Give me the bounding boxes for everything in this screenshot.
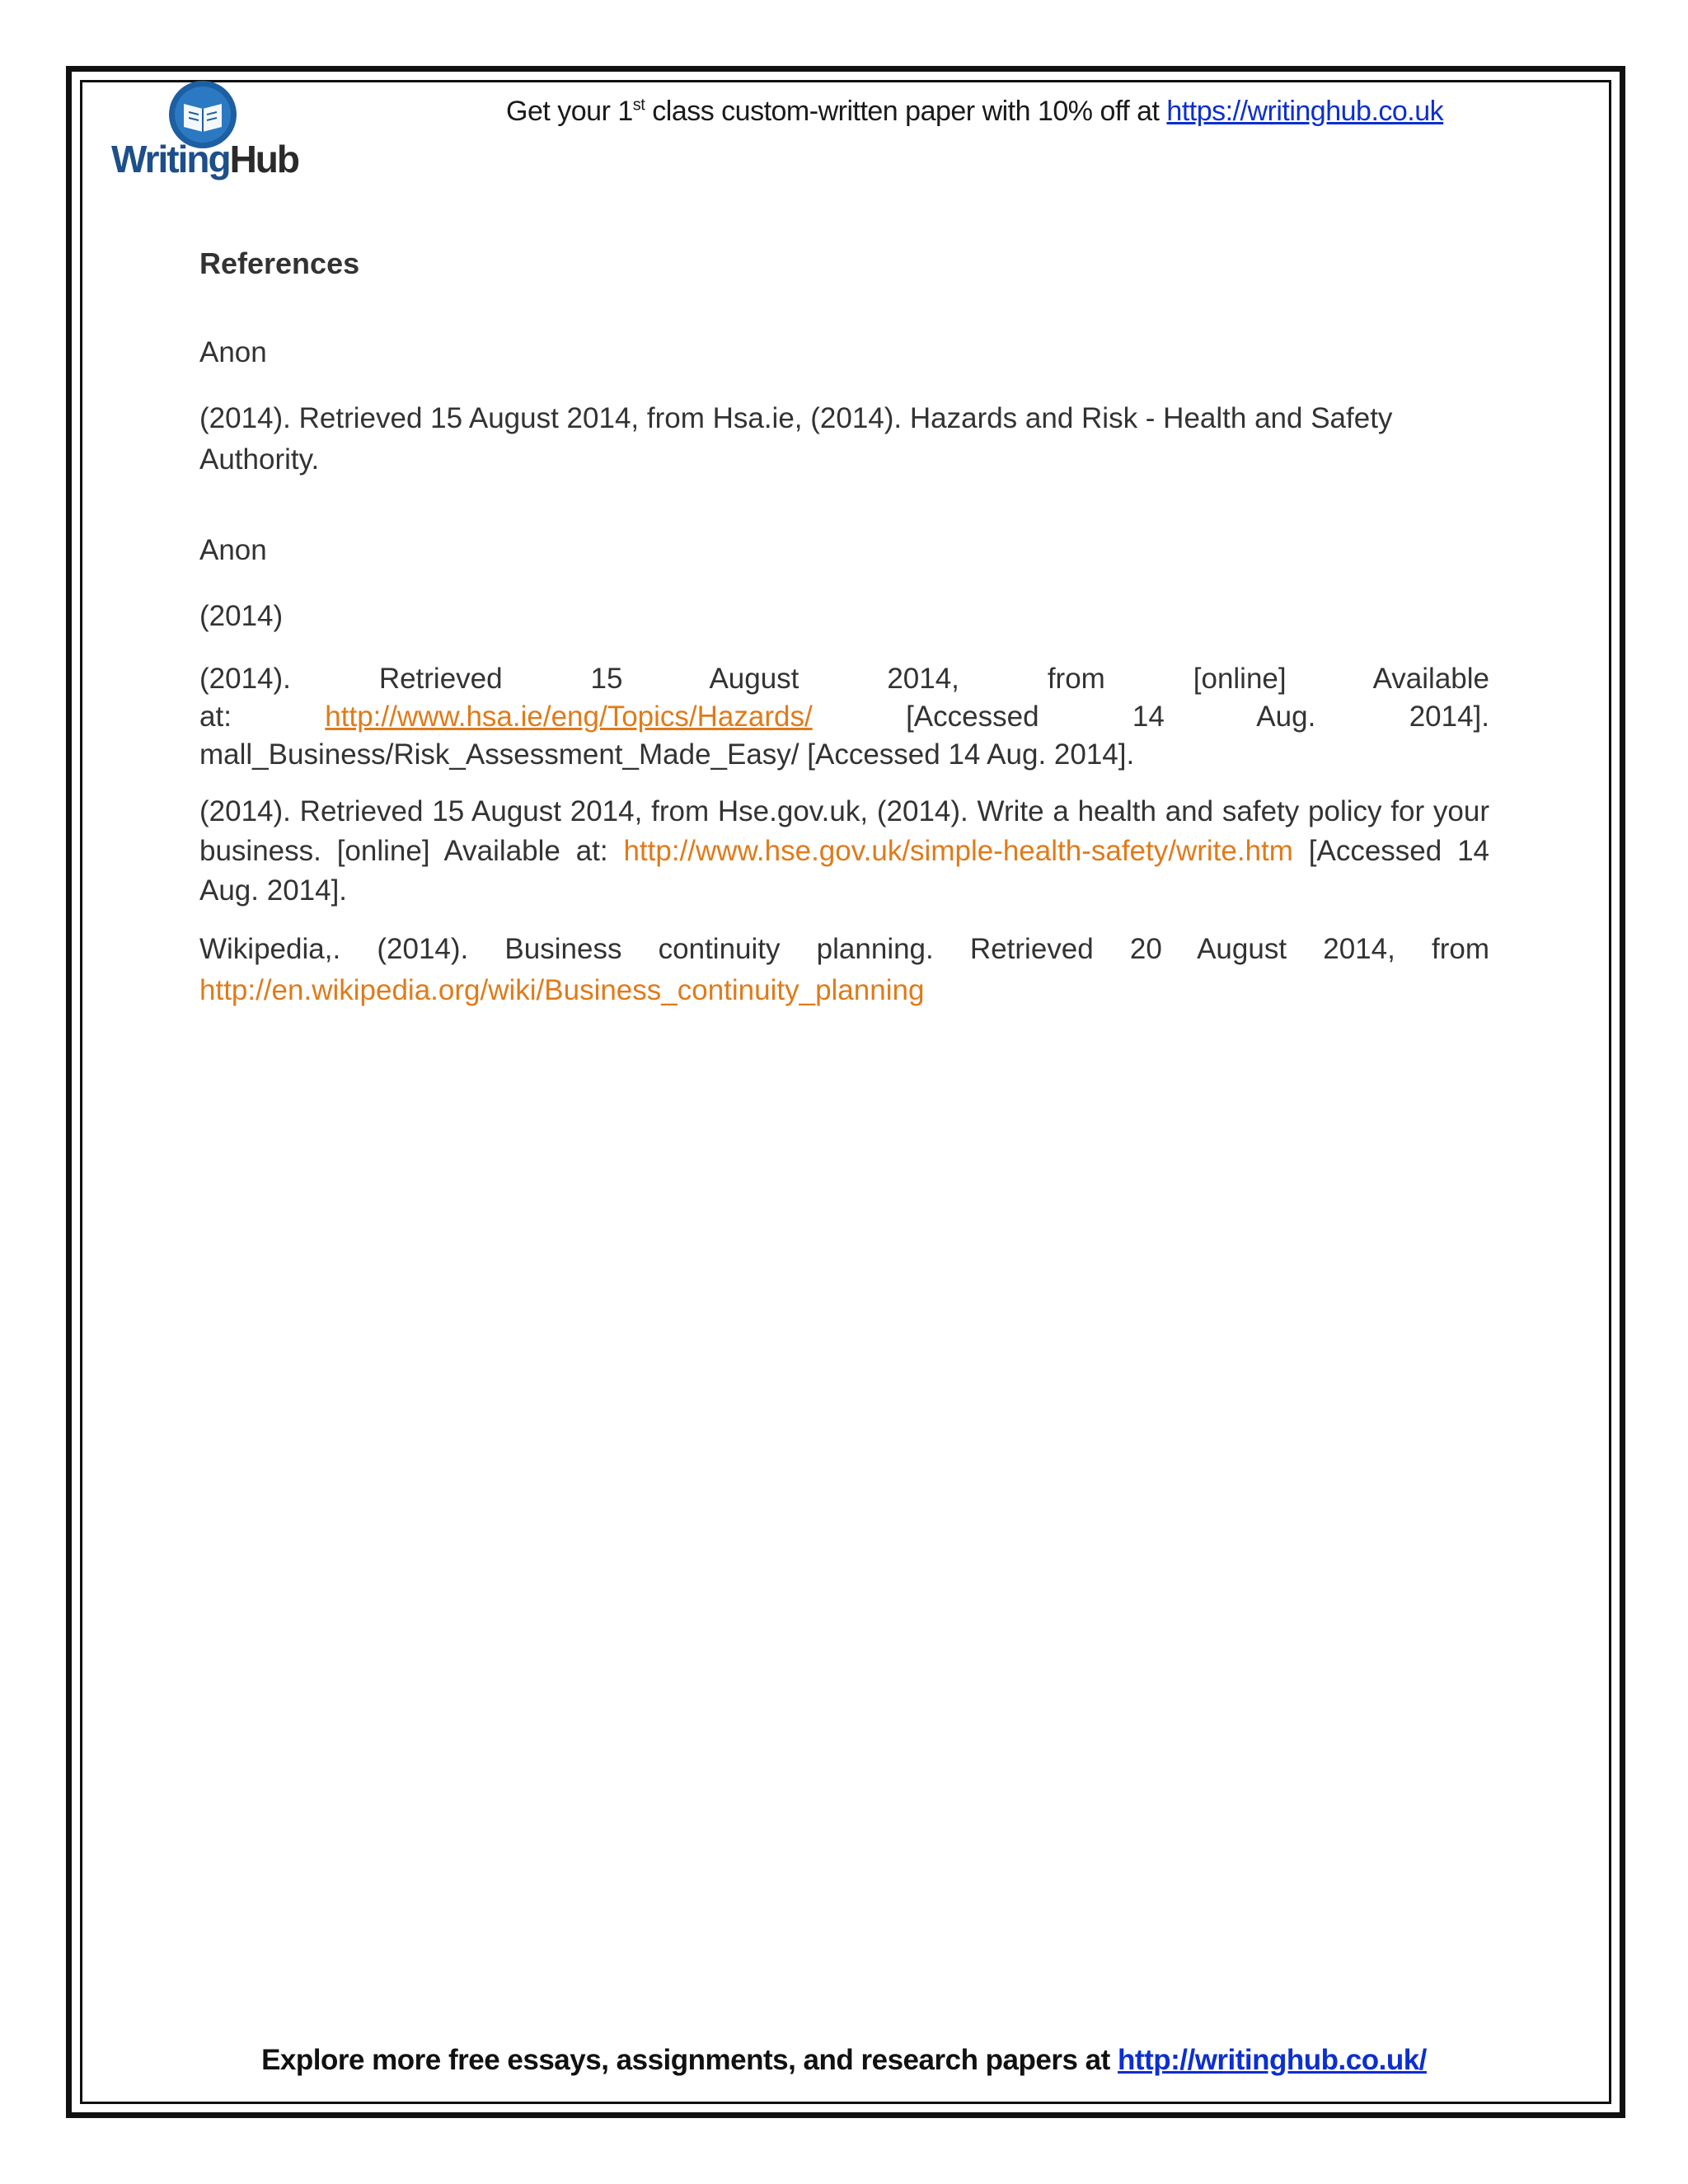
reference-link[interactable]: http://www.hsa.ie/eng/Topics/Hazards/ (325, 701, 813, 733)
reference-suffix: [Accessed 14 Aug. 2014]. (812, 701, 1489, 733)
logo-wordmark (111, 137, 298, 181)
reference-entry (199, 660, 1489, 774)
footer-text: Explore more free essays, assignments, and research papers at (261, 2044, 1118, 2076)
reference-text: (2014). Retrieved 15 August 2014, from Hse.gov.uk, (2014). Write a health and safety policy for your business. [online] Available at: (199, 795, 1489, 867)
footer-link[interactable]: http://writinghub.co.uk/ (1118, 2044, 1427, 2076)
footer-promo (0, 2044, 1688, 2077)
reference-entry (199, 929, 1489, 1011)
reference-entry: (2014) (199, 600, 284, 632)
document-body (199, 243, 1489, 1034)
reference-link[interactable]: http://www.hse.gov.uk/simple-health-safety/write.htm (623, 835, 1293, 867)
promo-link[interactable]: https://writinghub.co.uk (1166, 96, 1444, 127)
promo-prefix: Get your 1 (506, 96, 633, 127)
reference-line: mall_Business/Risk_Assessment_Made_Easy/ [Accessed 14 Aug. 2014]. (199, 738, 1135, 771)
reference-link[interactable]: http://en.wikipedia.org/wiki/Business_continuity_planning (199, 974, 925, 1006)
reference-entry: (2014). Retrieved 15 August 2014, from Hsa.ie, (2014). Hazards and Risk - Health and Safety Authority. (199, 402, 1393, 476)
reference-entry: Anon (199, 534, 267, 566)
header-promo (506, 96, 1443, 128)
promo-superscript: st (632, 96, 645, 115)
writinghub-logo[interactable] (110, 76, 307, 187)
reference-prefix: at: (199, 701, 326, 733)
reference-line: (2014). Retrieved 15 August 2014, from [online] Available (199, 663, 1489, 695)
references-heading: References (199, 246, 360, 280)
reference-line (199, 698, 1489, 736)
logo-name-part2: Hub (229, 138, 298, 180)
reference-entry: Anon (199, 336, 267, 368)
reference-text: Wikipedia,. (2014). Business continuity planning. Retrieved 20 August 2014, from (199, 933, 1489, 965)
promo-middle: class custom-written paper with 10% off at (645, 96, 1167, 127)
reference-suffix: [Accessed 14 Aug. 2014]. (199, 835, 1489, 907)
reference-entry (199, 792, 1489, 911)
logo-name-part1: Writing (111, 138, 230, 180)
